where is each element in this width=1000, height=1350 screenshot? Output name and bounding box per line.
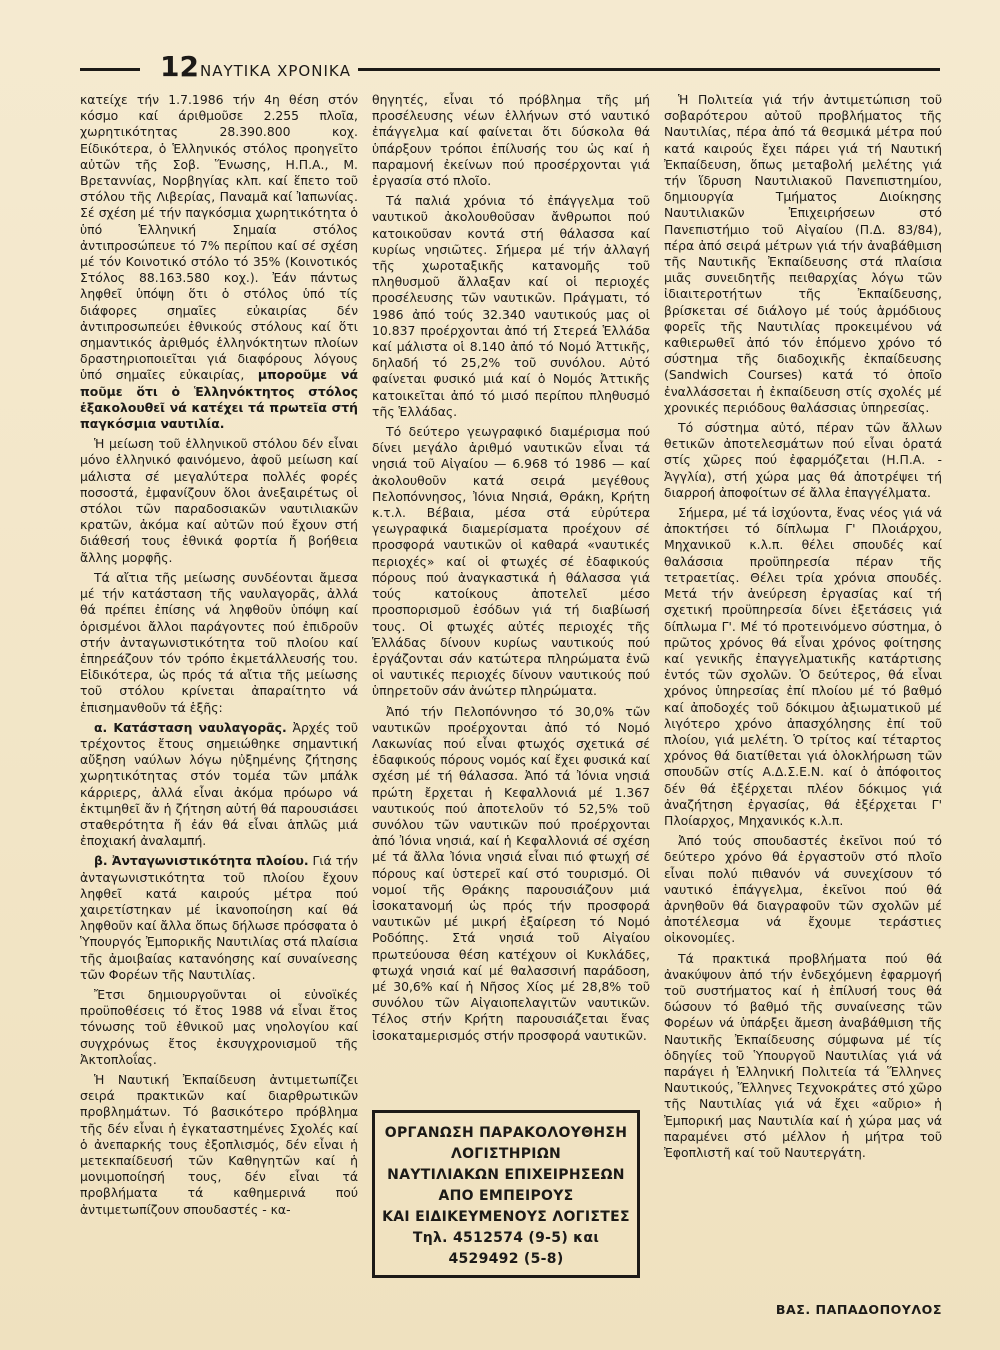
paragraph: Ἡ Πολιτεία γιά τήν ἀντιμετώπιση τοῦ σοβαρότερου αὐτοῦ προβλήματος τῆς Ναυτιλίας, πέρα ἀπό τά θεσμικά μέτρα πού κατά καιρούς ἔχει πάρει γιά τή Ναυτική Ἐκπαίδευση, ὅπως μεταβολή μελέτης γιά τήν ἵδρυση Ναυτιλιακοῦ Πανεπιστημίου, δημιουργία Τμήματος Διοίκησης Ναυτιλιακῶν Ἐπιχειρήσεων στό Πανεπιστήμιο τοῦ Αἰγαίου (Π.Δ. 83/84), πέρα ἀπό σειρά μέτρων γιά τήν ἀναβάθμιση τῆς Ναυτικῆς Ἐκπαίδευσης στά πλαίσια μιᾶς συνειδητῆς πειθαρχίας λόγω τῶν ἰδιαιτεροτήτων τῆς Ἐκπαίδευσης, βρίσκεται σέ διάλογο μέ τούς ἁρμόδιους φορεῖς τῆς Ναυτιλίας προκειμένου νά καθιερωθεῖ ἀπό τόν ἑπόμενο χρόνο τό σύστημα τῆς διαδοχικῆς ἐκπαίδευσης (Sandwich Courses) κατά τό ὁποῖο ἐναλλάσσεται ἡ ἐκπαίδευση στίς σχολές μέ χρονικές περιόδους θαλάσσιας ὑπηρεσίας. — [664, 92, 942, 415]
subheading: β. Ἀνταγωνιστικότητα πλοίου. — [94, 853, 309, 869]
bold-text: μποροῦμε νά ποῦμε ὅτι ὁ Ἑλληνόκτητος στόλος ἐξακολουθεῖ νά κατέχει τά πρωτεῖα στή παγκόσμια ναυτιλία. — [80, 367, 358, 432]
column-1 — [80, 92, 358, 1222]
subheading: α. Κατάσταση ναυλαγορᾶς. — [94, 719, 287, 735]
column-3 — [664, 92, 942, 1165]
ad-line: ΝΑΥΤΙΛΙΑΚΩΝ ΕΠΙΧΕΙΡΗΣΕΩΝ — [387, 1167, 625, 1183]
paragraph: Τά παλιά χρόνια τό ἐπάγγελμα τοῦ ναυτικοῦ ἀκολουθοῦσαν ἄνθρωποι πού κατοικοῦσαν κοντά στή θάλασσα καί κυρίως νησιῶτες. Σήμερα μέ τήν ἀλλαγή τῆς χωροταξικῆς κατανομῆς τοῦ πληθυσμοῦ ἄλλαξαν καί οἱ περιοχές προσέλευσης τῶν ναυτικῶν. Πράγματι, τό 1986 ἀπό τούς 32.340 ναυτικούς μας οἱ 10.837 προέρχονται ἀπό τή Στερεά Ἑλλάδα καί μάλιστα οἱ 8.140 ἀπό τό Νομό Ἀττικῆς, δηλαδή τό 25,2% τοῦ συνόλου. Αὐτό φαίνεται φυσικό μιά καί ὁ Νομός Ἀττικῆς κατοικεῖται ἀπό τό μισό περίπου πληθυσμό τῆς Ἑλλάδας. — [372, 193, 650, 419]
text: κατείχε τήν 1.7.1986 τήν 4η θέση στόν κόσμο καί άριθμοῦσε 2.255 πλοῖα, χωρητικότητας 28.390.800 κοχ. Είδικότερα, ὁ Ἑλληνικός στόλος προηγεῖτο αὐτῶν τῆς Σοβ. Ἕνωσης, Η.Π.Α., Μ. Βρεταννίας, Νορβηγίας κλπ. καί ἕπετο τοῦ στόλου τῆς Λιβερίας, Παναμᾶ καί Ἰαπωνίας. Σέ σχέση μέ τήν παγκόσμια χωρητικότητα ὁ ὑπό Ἑλληνική Σημαία στόλος ἀντιπροσώπευε τό 7% περίπου καί σέ σχέση μέ τόν Κοινοτικό στόλο τό 35% (Κοινοτικός Στόλος 88.163.580 κοχ.). Ἐάν πάντως ληφθεῖ ὑπόψη ὅτι ὁ στόλος ὑπό τίς διάφορες σημαῖες εὐκαιρίας δέν ἀντιπροσωπεύει ἐθνικούς στόλους καί ὅτι σημαντικός ἀριθμός ἑλληνόκτητων πλοίων δραστηριοποιεῖται γιά διαφόρους λόγους ὑπό σημαῖες εὐκαιρίας, — [80, 92, 358, 383]
paragraph: Τό σύστημα αὐτό, πέραν τῶν ἄλλων θετικῶν ἀποτελεσμάτων πού εἶναι ὁρατά στίς χῶρες πού ἐφαρμόζεται (Η.Π.Α. - Ἀγγλία), στή χώρα μας θά ἀποτρέψει τή διαρροή ἀποφοίτων σέ ἄλλα ἐπαγγέλματα. — [664, 420, 942, 500]
text: Γιά τήν ἀνταγωνιστικότητα τοῦ πλοίου ἔχουν ληφθεῖ κατά καιρούς μέτρα πού χαιρετίστηκαν μέ ἱκανοποίηση καί θά ληφθοῦν καί ἄλλα ὅπως δήλωσε πρόσφατα ὁ Ὑπουργός Ἐμπορικῆς Ναυτιλίας στά πλαίσια τῆς ἀμοιβαίας κατανόησης καί συναίνεσης τῶν Φορέων τῆς Ναυτιλίας. — [80, 853, 359, 982]
author-signature: ΒΑΣ. ΠΑΠΑΔΟΠΟΥΛΟΣ — [775, 1302, 942, 1317]
ad-line: ΛΟΓΙΣΤΗΡΙΩΝ — [450, 1146, 562, 1162]
page-number: 12 — [160, 50, 199, 83]
publication-title: ΝΑΥΤΙΚΑ ΧΡΟΝΙΚΑ — [200, 62, 351, 80]
paragraph — [80, 853, 358, 983]
advertisement-box — [372, 1110, 640, 1278]
paragraph: Ἀπό τούς σπουδαστές ἐκεῖνοι πού τό δεύτερο χρόνο θά ἐργαστοῦν στό πλοῖο εἶναι πολύ πιθανόν νά συνεχίσουν τό ναυτικό ἐπάγγελμα, ἐκεῖνοι πού θά ἀρνηθοῦν θά διαγραφοῦν τῶν σχολῶν μέ ἀποτέλεσμα νά ἔχουμε τεράστιες οἰκονομίες. — [664, 833, 942, 946]
text: Ἀρχές τοῦ τρέχοντος ἔτους σημειώθηκε σημαντική αὔξηση ναύλων λόγω ηὐξημένης ζήτησης χωρητικότητας στόν τομέα τῶν μπάλκ κάρριερς, ἀλλά εἶναι ἀκόμα πρόωρο νά ἐκτιμηθεῖ ἄν ἡ ζήτηση αὐτή θά παρουσιάσει σταθερότητα ἤ ἐάν θά εἶναι ἁπλῶς μιά ἐποχιακή ἀναλαμπή. — [80, 719, 358, 849]
paragraph: θηγητές, εἶναι τό πρόβλημα τῆς μή προσέλευσης νέων ἑλλήνων στό ναυτικό ἐπάγγελμα καί φαίνεται ὅτι δύσκολα θά ὑπάρξουν τρόποι ἐπίλυσής του ὡς καί ἡ παραμονή ἐκείνων πού προσέρχονται γιά ἐργασία στό πλοῖο. — [372, 92, 650, 189]
ad-phone: 4529492 (5-8) — [448, 1251, 564, 1267]
page-header — [80, 48, 940, 88]
paragraph: Τό δεύτερο γεωγραφικό διαμέρισμα πού δίνει μεγάλο ἀριθμό ναυτικῶν εἶναι τά νησιά τοῦ Αἰγαίου — 6.968 τό 1986 — καί ἀκολουθοῦν κατά σειρά μεγέθους Πελοπόννησος, Ἰόνια Νησιά, Θράκη, Κρήτη κ.τ.λ. Βέβαια, μέσα στά εὐρύτερα γεωγραφικά διαμερίσματα προέχουν σέ προσφορά ναυτικῶν οἱ καθαρά «ναυτικές περιοχές» καί οἱ φτωχές σέ ἐδαφικούς πόρους πού ἀναγκαστικά ἡ θάλασσα γιά τούς κατοίκους ἀποτελεῖ μέσο προσπορισμοῦ ἐσόδων γιά τή διαβίωσή τους. Οἱ φτωχές αὐτές περιοχές τῆς Ἑλλάδας δίνουν κυρίως ναυτικούς πού ἐργάζονται σάν κατώτερα πληρώματα ἐνῶ οἱ ναυτικές περιοχές δίνουν ναυτικούς πού ὑπηρετοῦν σάν ἀνώτερ πληρώματα. — [372, 424, 650, 699]
paragraph: Ἔτσι δημιουργοῦνται οἱ εὐνοϊκές προϋποθέσεις τό ἔτος 1988 νά εἶναι ἔτος τόνωσης τοῦ ἐθνικοῦ μας νηολογίου καί συγχρόνως ἔτος ἐκσυγχρονισμοῦ τῆς Ἀκτοπλοΐας. — [80, 986, 358, 1067]
ad-line: ΑΠΟ ΕΜΠΕΙΡΟΥΣ — [438, 1188, 574, 1204]
ad-phone: Τηλ. 4512574 (9-5) και — [412, 1230, 600, 1246]
ad-line: ΟΡΓΑΝΩΣΗ ΠΑΡΑΚΟΛΟΥΘΗΣΗ — [384, 1125, 628, 1141]
paragraph: Ἀπό τήν Πελοπόννησο τό 30,0% τῶν ναυτικῶν προέρχονται ἀπό τό Νομό Λακωνίας πού εἶναι φτωχός σχετικά σέ ἐδαφικούς πόρους νομός καί ἔχει φυσικά καί σχέση μέ τή θάλασσα. Ἀπό τά Ἰόνια νησιά πρώτη ἔρχεται ἡ Κεφαλλονιά μέ 1.367 ναυτικούς πού ἀποτελοῦν τό 52,5% τοῦ συνόλου τῶν ναυτικῶν πού προέρχονται ἀπό Ἰόνια νησιά, καί ἡ Κεφαλλονιά σέ σχέση μέ τά ἄλλα Ἰόνια νησιά εἶναι πιό φτωχή σέ πόρους καί ὑστερεῖ καί στό τουρισμό. Οἱ νομοί τῆς Θράκης παρουσιάζουν μιά ἰσοκατανομή ὡς πρός τήν προσφορά ναυτικῶν μέ μικρή ἐξαίρεση τό Νομό Ροδόπης. Στά νησιά τοῦ Αἰγαίου πρωτεύουσα θέση κατέχουν οἱ Κυκλάδες, φτωχά νησιά καί μέ θαλασσινή παράδοση, μέ 30,6% καί ἡ Νῆσος Χίος μέ 28,8% τοῦ συνόλου τῶν Αἰγαιοπελαγιτῶν ναυτικῶν. Τέλος στήν Κρήτη παρουσιάζεται ἕνας ἰσοκαταμερισμός στήν προσφορά ναυτικῶν. — [372, 703, 650, 1043]
paragraph: Τά πρακτικά προβλήματα πού θά ἀνακύψουν ἀπό τήν ἐνδεχόμενη ἐφαρμογή τοῦ συστήματος καί ἡ ἐπίλυσή τους θά δώσουν τό βαθμό τῆς συναίνεσης τῶν Φορέων νά ὑπάρξει ἄμεση ἀναβάθμιση τῆς Ναυτικῆς Ἐκπαίδευσης σύμφωνα μέ τίς ὁδηγίες τοῦ Ὑπουργοῦ Ναυτιλίας γιά νά παράγει ἡ Ἑλληνική Πολιτεία τά Ἕλληνες Ναυτικούς, Ἕλληνες Τεχνοκράτες στό χῶρο τῆς Ναυτιλίας γιά νά ἔχει «αὔριο» ἡ Ἐμπορική μας Ναυτιλία καί ἡ χώρα μας νά παραμένει στό μέλλον ἡ μήτρα τοῦ Ἐφοπλιστῆ καί τοῦ Ναυτεργάτη. — [664, 950, 942, 1160]
ad-line: ΚΑΙ ΕΙΔΙΚΕΥΜΕΝΟΥΣ ΛΟΓΙΣΤΕΣ — [382, 1209, 630, 1225]
paragraph: Ἡ μείωση τοῦ ἑλληνικοῦ στόλου δέν εἶναι μόνο ἑλληνικό φαινόμενο, ἀφοῦ μείωση καί μάλιστα σέ μεγαλύτερα πολλές φορές ποσοστά, ἐμφανίζουν ὅλοι ἀνεξαιρέτως οἱ στόλοι τῶν παραδοσιακῶν ναυτιλιακῶν κρατῶν, ἀκόμα καί αὐτῶν πού ἔχουν στή διάθεσή τους ἐθνικά φορτία ἤ βοήθεια ἄλλης μορφῆς. — [80, 436, 358, 565]
paragraph: Σήμερα, μέ τά ἰσχύοντα, ἕνας νέος γιά νά ἀποκτήσει τό δίπλωμα Γ' Πλοιάρχου, Μηχανικοῦ κ.λ.π. θέλει σπουδές καί θαλάσσια προϋπηρεσία πέραν τῆς τετραετίας. Θέλει τρία χρόνια σπουδές. Μετά τήν ἀνεύρεση ἐργασίας καί τή σχετική προϋπηρεσία δίνει ἐξετάσεις γιά δίπλωμα Γ'. Μέ τό προτεινόμενο σύστημα, ὁ πρῶτος χρόνος θά εἶναι χρόνος φοίτησης καί γενικῆς ἐπαγγελματικῆς κατάρτισης ἐντός τῶν σχολῶν. Ὁ δεύτερος, θά εἶναι χρόνος ὑπηρεσίας ἐπί πλοίου μέ τό βαθμό καί ἀποδοχές τοῦ δόκιμου ἀξιωματικοῦ μέ λιγότερο χρόνο ἀπασχόλησης ἐπί τοῦ πλοίου, γιά μελέτη. Ὁ τρίτος καί τέταρτος χρόνος θά διατίθεται γιά ὁλοκλήρωση τῶν σπουδῶν στίς Α.Δ.Σ.Ε.Ν. καί ὁ ἀπόφοιτος δέν θά ἐξέρχεται πλέον δόκιμος γιά ἀναζήτηση ἐργασίας, θά ἐξέρχεται Γ' Πλοίαρχος, Μηχανικός κ.λ.π. — [664, 505, 942, 828]
header-rule-right — [358, 68, 940, 71]
paragraph — [80, 720, 358, 850]
header-rule-left — [80, 68, 140, 71]
paragraph: Τά αἴτια τῆς μείωσης συνδέονται ἄμεσα μέ τήν κατάσταση τῆς ναυλαγορᾶς, ἀλλά θά πρέπει ἐπίσης νά ληφθοῦν ὑπόψη καί ὁρισμένοι ἄλλοι παράγοντες πού ἐπιδροῦν στήν ἀνταγωνιστικότητα τοῦ πλοίου καί ἐπηρεάζουν τόν τρόπο ἐκμετάλλευσής του. Εἰδικότερα, ὡς πρός τά αἴτια τῆς μείωσης τοῦ στόλου κρίνεται ἀπαραίτητο νά ἐπισημανθοῦν τά ἑξῆς: — [80, 569, 358, 715]
column-2 — [372, 92, 650, 1048]
paragraph — [80, 92, 358, 432]
paragraph: Ἡ Ναυτική Ἐκπαίδευση ἀντιμετωπίζει σειρά πρακτικῶν καί διαρθρωτικῶν προβλημάτων. Τό βασικότερο πρόβλημα τῆς δέν εἶναι ἡ ἐγκαταστημένες Σχολές καί ὁ ἀνεπαρκής τους ἐξοπλισμός, δέν εἶναι ἡ μετεκπαίδευσή τῶν Καθηγητῶν καί ἡ μονιμοποίησή τους, δέν εἶναι τά προβλήματα τά καθημερινά πού ἀντιμετωπίζουν σπουδαστές - κα- — [80, 1071, 358, 1217]
